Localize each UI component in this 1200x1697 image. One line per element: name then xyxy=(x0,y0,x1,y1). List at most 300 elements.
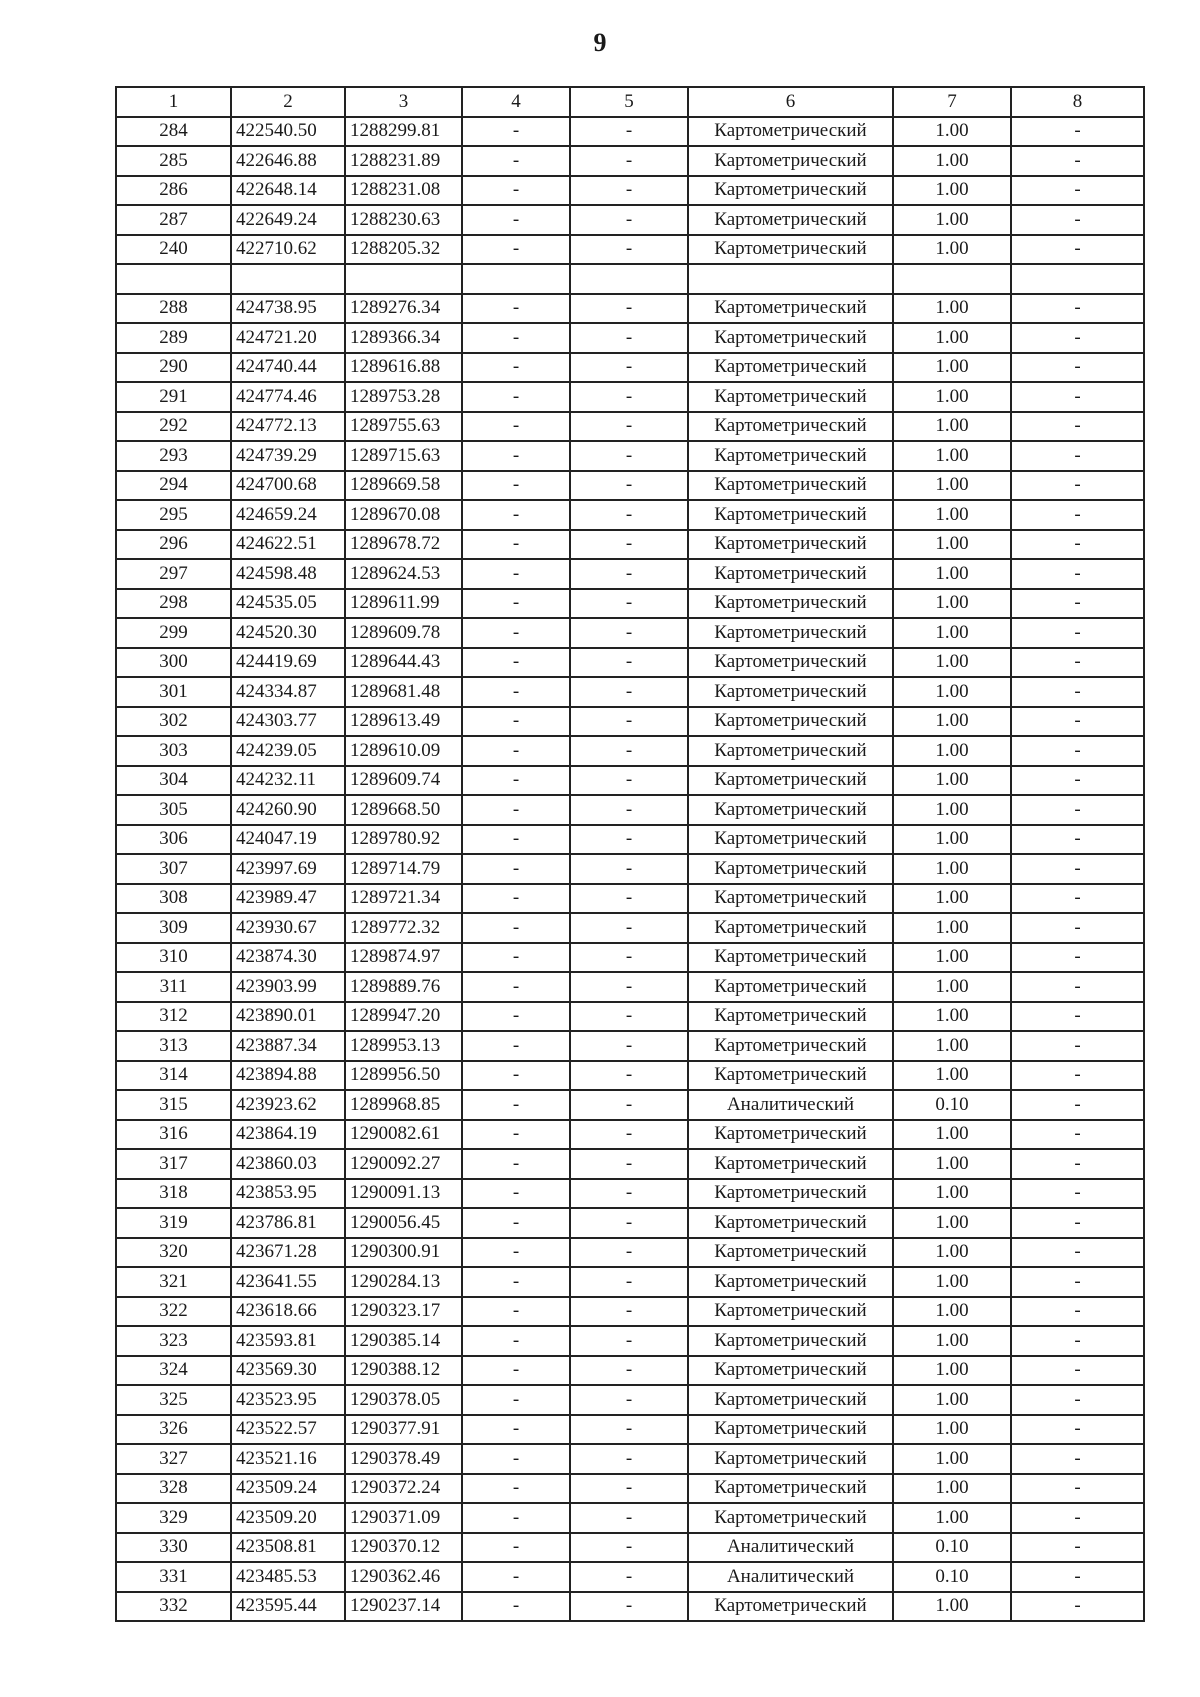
column-header-3: 3 xyxy=(345,87,462,117)
table-row xyxy=(116,766,1144,796)
table-row xyxy=(116,205,1144,235)
table-cell: - xyxy=(570,1208,688,1238)
table-cell: Картометрический xyxy=(688,707,893,737)
table-cell: 424772.13 xyxy=(231,412,345,442)
table-cell: - xyxy=(570,943,688,973)
table-cell: 288 xyxy=(116,294,231,324)
table-cell: 424622.51 xyxy=(231,530,345,560)
table-cell: 1.00 xyxy=(893,1238,1011,1268)
table-cell: 1.00 xyxy=(893,1326,1011,1356)
table-cell: 423521.16 xyxy=(231,1444,345,1474)
table-row xyxy=(116,294,1144,324)
table-cell: 424659.24 xyxy=(231,500,345,530)
table-cell: 1.00 xyxy=(893,825,1011,855)
table-cell: 1289669.58 xyxy=(345,471,462,501)
table-cell: - xyxy=(1011,1061,1144,1091)
table-cell: - xyxy=(1011,1592,1144,1622)
table-cell: - xyxy=(1011,205,1144,235)
table-cell: 1.00 xyxy=(893,589,1011,619)
table-cell: - xyxy=(462,1149,570,1179)
table-cell: - xyxy=(570,618,688,648)
table-cell: 1290370.12 xyxy=(345,1533,462,1563)
table-cell: - xyxy=(1011,530,1144,560)
table-cell: Картометрический xyxy=(688,559,893,589)
table-row xyxy=(116,943,1144,973)
table-cell: 424535.05 xyxy=(231,589,345,619)
table-cell: - xyxy=(1011,1474,1144,1504)
table-cell: 1289613.49 xyxy=(345,707,462,737)
table-cell: 423485.53 xyxy=(231,1562,345,1592)
table-cell: 424740.44 xyxy=(231,353,345,383)
table-cell: Аналитический xyxy=(688,1090,893,1120)
table-cell: - xyxy=(570,353,688,383)
table-cell: 423887.34 xyxy=(231,1031,345,1061)
table-cell: - xyxy=(570,913,688,943)
table-cell: Аналитический xyxy=(688,1562,893,1592)
table-cell: 291 xyxy=(116,382,231,412)
table-cell: - xyxy=(570,382,688,412)
table-cell: 1289953.13 xyxy=(345,1031,462,1061)
table-cell: 1.00 xyxy=(893,766,1011,796)
table-cell: 1.00 xyxy=(893,618,1011,648)
table-cell: - xyxy=(570,117,688,147)
table-cell: 1.00 xyxy=(893,1002,1011,1032)
column-header-5: 5 xyxy=(570,87,688,117)
table-cell: - xyxy=(570,1356,688,1386)
table-cell: 285 xyxy=(116,146,231,176)
table-row xyxy=(116,1061,1144,1091)
table-row xyxy=(116,1297,1144,1327)
table-cell: 284 xyxy=(116,117,231,147)
table-cell: 1.00 xyxy=(893,913,1011,943)
table-cell: Картометрический xyxy=(688,441,893,471)
table-cell: - xyxy=(462,117,570,147)
page-number: 9 xyxy=(593,28,607,57)
table-cell: 1289276.34 xyxy=(345,294,462,324)
table-cell: - xyxy=(462,353,570,383)
table-cell: 424303.77 xyxy=(231,707,345,737)
table-cell: - xyxy=(462,1031,570,1061)
table-cell: 326 xyxy=(116,1415,231,1445)
table-cell xyxy=(570,264,688,294)
table-cell: 315 xyxy=(116,1090,231,1120)
table-cell: - xyxy=(570,677,688,707)
table-cell: - xyxy=(462,441,570,471)
table-cell: 1290378.49 xyxy=(345,1444,462,1474)
table-cell: 1.00 xyxy=(893,323,1011,353)
table-cell: - xyxy=(462,1297,570,1327)
table-row xyxy=(116,353,1144,383)
table-cell: Картометрический xyxy=(688,825,893,855)
table-cell: - xyxy=(462,1474,570,1504)
table-cell: - xyxy=(1011,1002,1144,1032)
table-cell: - xyxy=(570,1090,688,1120)
table-row xyxy=(116,176,1144,206)
table-cell: - xyxy=(570,1562,688,1592)
table-cell: 423923.62 xyxy=(231,1090,345,1120)
table-cell: 424774.46 xyxy=(231,382,345,412)
table-cell: 289 xyxy=(116,323,231,353)
table-cell: - xyxy=(570,1061,688,1091)
table-cell: - xyxy=(570,1444,688,1474)
table-cell: Картометрический xyxy=(688,1444,893,1474)
table-cell: - xyxy=(1011,235,1144,265)
table-cell: 1.00 xyxy=(893,146,1011,176)
table-cell: Картометрический xyxy=(688,117,893,147)
table-cell: 424419.69 xyxy=(231,648,345,678)
table-cell: 302 xyxy=(116,707,231,737)
table-cell: Картометрический xyxy=(688,1326,893,1356)
table-cell: 1289956.50 xyxy=(345,1061,462,1091)
table-cell: - xyxy=(462,1356,570,1386)
table-cell: - xyxy=(462,1533,570,1563)
table-cell: - xyxy=(462,972,570,1002)
table-cell: Картометрический xyxy=(688,1120,893,1150)
table-cell: 311 xyxy=(116,972,231,1002)
table-row xyxy=(116,1267,1144,1297)
table-row xyxy=(116,530,1144,560)
table-cell: Картометрический xyxy=(688,677,893,707)
table-cell: 423989.47 xyxy=(231,884,345,914)
table-row xyxy=(116,1090,1144,1120)
table-cell: 317 xyxy=(116,1149,231,1179)
table-cell: 422646.88 xyxy=(231,146,345,176)
table-cell: 1288299.81 xyxy=(345,117,462,147)
column-header-4: 4 xyxy=(462,87,570,117)
table-cell: Картометрический xyxy=(688,1031,893,1061)
table-cell: Картометрический xyxy=(688,795,893,825)
table-cell: 329 xyxy=(116,1503,231,1533)
table-row xyxy=(116,1474,1144,1504)
table-cell: 423890.01 xyxy=(231,1002,345,1032)
table-cell: 1.00 xyxy=(893,707,1011,737)
table-cell: 320 xyxy=(116,1238,231,1268)
table-cell: - xyxy=(570,441,688,471)
table-cell: - xyxy=(1011,884,1144,914)
table-cell: 1290323.17 xyxy=(345,1297,462,1327)
table-cell: - xyxy=(1011,1031,1144,1061)
table-cell: 1288205.32 xyxy=(345,235,462,265)
table-cell: - xyxy=(570,1120,688,1150)
table-cell: - xyxy=(570,500,688,530)
table-cell: - xyxy=(1011,1179,1144,1209)
table-cell: 324 xyxy=(116,1356,231,1386)
table-cell: - xyxy=(462,707,570,737)
table-cell: 1289616.88 xyxy=(345,353,462,383)
table-cell: 1289753.28 xyxy=(345,382,462,412)
table-cell: - xyxy=(570,1238,688,1268)
table-cell: - xyxy=(570,825,688,855)
table-cell: - xyxy=(1011,500,1144,530)
table-cell: 424598.48 xyxy=(231,559,345,589)
table-cell: 1290362.46 xyxy=(345,1562,462,1592)
table-cell: 1289780.92 xyxy=(345,825,462,855)
table-cell xyxy=(116,264,231,294)
table-row xyxy=(116,1208,1144,1238)
table-cell: - xyxy=(462,913,570,943)
table-cell: - xyxy=(462,1061,570,1091)
table-cell: - xyxy=(570,589,688,619)
table-cell: 1289366.34 xyxy=(345,323,462,353)
table-cell: 1288231.08 xyxy=(345,176,462,206)
table-cell: 423641.55 xyxy=(231,1267,345,1297)
table-cell: 1.00 xyxy=(893,1149,1011,1179)
table-cell: 424047.19 xyxy=(231,825,345,855)
table-cell: - xyxy=(570,972,688,1002)
table-cell: 1290092.27 xyxy=(345,1149,462,1179)
table-cell: 424700.68 xyxy=(231,471,345,501)
table-cell: - xyxy=(462,618,570,648)
table-cell: 1290388.12 xyxy=(345,1356,462,1386)
table-cell: 312 xyxy=(116,1002,231,1032)
table-cell: 422540.50 xyxy=(231,117,345,147)
table-cell: 325 xyxy=(116,1385,231,1415)
table-cell: - xyxy=(462,1385,570,1415)
table-cell: - xyxy=(570,795,688,825)
table-cell: - xyxy=(1011,176,1144,206)
table-cell: 1288231.89 xyxy=(345,146,462,176)
table-cell: - xyxy=(462,589,570,619)
table-cell: - xyxy=(570,884,688,914)
table-cell: Картометрический xyxy=(688,1356,893,1386)
table-row xyxy=(116,795,1144,825)
table-cell: 423509.24 xyxy=(231,1474,345,1504)
table-row xyxy=(116,677,1144,707)
table-cell: - xyxy=(570,1297,688,1327)
column-header-2: 2 xyxy=(231,87,345,117)
table-row xyxy=(116,1533,1144,1563)
table-cell: Картометрический xyxy=(688,1061,893,1091)
table-row xyxy=(116,382,1144,412)
table-cell: 1290091.13 xyxy=(345,1179,462,1209)
table-cell: 1290378.05 xyxy=(345,1385,462,1415)
column-header-8: 8 xyxy=(1011,87,1144,117)
table-cell: - xyxy=(1011,1385,1144,1415)
table-cell: 423930.67 xyxy=(231,913,345,943)
table-cell: - xyxy=(570,471,688,501)
table-cell: - xyxy=(462,1267,570,1297)
table-cell: 1.00 xyxy=(893,1267,1011,1297)
table-cell: - xyxy=(1011,1149,1144,1179)
table-cell: Картометрический xyxy=(688,530,893,560)
table-cell: 1.00 xyxy=(893,884,1011,914)
table-cell: - xyxy=(570,1326,688,1356)
table-cell: 1.00 xyxy=(893,117,1011,147)
table-cell: Картометрический xyxy=(688,1238,893,1268)
table-cell: 293 xyxy=(116,441,231,471)
table-cell xyxy=(688,264,893,294)
table-cell: - xyxy=(1011,382,1144,412)
table-cell: 1289670.08 xyxy=(345,500,462,530)
table-cell: - xyxy=(1011,441,1144,471)
table-cell: 308 xyxy=(116,884,231,914)
table-cell: 319 xyxy=(116,1208,231,1238)
table-cell: 1289609.78 xyxy=(345,618,462,648)
column-header-1: 1 xyxy=(116,87,231,117)
table-cell: 1289714.79 xyxy=(345,854,462,884)
table-cell: 424239.05 xyxy=(231,736,345,766)
table-cell: 1.00 xyxy=(893,1120,1011,1150)
table-row xyxy=(116,1149,1144,1179)
table-cell: - xyxy=(1011,412,1144,442)
table-cell: - xyxy=(1011,1208,1144,1238)
table-cell: 1.00 xyxy=(893,677,1011,707)
table-cell: - xyxy=(462,471,570,501)
table-cell: - xyxy=(1011,766,1144,796)
table-cell: 423593.81 xyxy=(231,1326,345,1356)
table-row xyxy=(116,618,1144,648)
table-row xyxy=(116,1326,1144,1356)
table-cell: 423523.95 xyxy=(231,1385,345,1415)
table-row xyxy=(116,589,1144,619)
table-row xyxy=(116,412,1144,442)
table-cell: 295 xyxy=(116,500,231,530)
table-cell: 1289678.72 xyxy=(345,530,462,560)
table-cell: Картометрический xyxy=(688,146,893,176)
table-cell: Картометрический xyxy=(688,943,893,973)
table-row xyxy=(116,913,1144,943)
table-cell: 309 xyxy=(116,913,231,943)
table-cell: - xyxy=(1011,618,1144,648)
table-cell: - xyxy=(570,766,688,796)
table-cell: Картометрический xyxy=(688,1592,893,1622)
table-cell: - xyxy=(462,382,570,412)
table-cell: - xyxy=(1011,1356,1144,1386)
table-cell: 1290237.14 xyxy=(345,1592,462,1622)
table-cell: - xyxy=(1011,825,1144,855)
table-cell: Картометрический xyxy=(688,205,893,235)
table-cell: 1.00 xyxy=(893,205,1011,235)
table-cell: - xyxy=(462,176,570,206)
table-cell: Аналитический xyxy=(688,1533,893,1563)
table-cell: 1289609.74 xyxy=(345,766,462,796)
table-cell: 1.00 xyxy=(893,1031,1011,1061)
table-cell: - xyxy=(570,205,688,235)
table-cell xyxy=(1011,264,1144,294)
table-row xyxy=(116,1031,1144,1061)
table-cell: Картометрический xyxy=(688,1297,893,1327)
table-cell: - xyxy=(570,1149,688,1179)
table-cell: 1.00 xyxy=(893,1179,1011,1209)
table-cell: - xyxy=(1011,972,1144,1002)
table-cell: Картометрический xyxy=(688,913,893,943)
table-cell: - xyxy=(1011,559,1144,589)
table-cell: - xyxy=(1011,1297,1144,1327)
table-cell: - xyxy=(462,1503,570,1533)
table-cell: - xyxy=(462,795,570,825)
table-row xyxy=(116,117,1144,147)
table-cell: - xyxy=(462,500,570,530)
table-cell: 1.00 xyxy=(893,559,1011,589)
table-cell: - xyxy=(570,736,688,766)
table-cell: - xyxy=(1011,707,1144,737)
table-cell: 1289611.99 xyxy=(345,589,462,619)
table-cell: 423786.81 xyxy=(231,1208,345,1238)
table-cell: 292 xyxy=(116,412,231,442)
table-cell: 305 xyxy=(116,795,231,825)
table-cell: 1.00 xyxy=(893,1415,1011,1445)
table-cell: 240 xyxy=(116,235,231,265)
table-cell: - xyxy=(462,1120,570,1150)
table-row xyxy=(116,884,1144,914)
table-cell: 1.00 xyxy=(893,1385,1011,1415)
table-cell: 1.00 xyxy=(893,854,1011,884)
table-cell: 1.00 xyxy=(893,1503,1011,1533)
table-cell: 299 xyxy=(116,618,231,648)
table-cell: 322 xyxy=(116,1297,231,1327)
table-cell: 304 xyxy=(116,766,231,796)
table-cell: - xyxy=(570,1179,688,1209)
table-cell: Картометрический xyxy=(688,1267,893,1297)
table-cell: 1290082.61 xyxy=(345,1120,462,1150)
table-cell: - xyxy=(462,1002,570,1032)
table-cell: - xyxy=(570,1031,688,1061)
table-cell: - xyxy=(570,1592,688,1622)
table-cell: 331 xyxy=(116,1562,231,1592)
table-row xyxy=(116,736,1144,766)
table-cell: 1.00 xyxy=(893,471,1011,501)
table-cell xyxy=(231,264,345,294)
table-cell: 423874.30 xyxy=(231,943,345,973)
table-cell: 422649.24 xyxy=(231,205,345,235)
table-cell: 1.00 xyxy=(893,294,1011,324)
table-cell: - xyxy=(462,1444,570,1474)
table-cell: 423997.69 xyxy=(231,854,345,884)
table-cell: - xyxy=(462,559,570,589)
table-cell: 1289624.53 xyxy=(345,559,462,589)
table-cell: - xyxy=(462,1562,570,1592)
table-cell: Картометрический xyxy=(688,648,893,678)
table-cell: - xyxy=(570,1533,688,1563)
table-cell: Картометрический xyxy=(688,412,893,442)
table-cell: 423860.03 xyxy=(231,1149,345,1179)
table-cell: - xyxy=(570,176,688,206)
table-cell: 1.00 xyxy=(893,1474,1011,1504)
table-cell: - xyxy=(1011,1415,1144,1445)
table-cell: - xyxy=(1011,736,1144,766)
table-cell: - xyxy=(462,530,570,560)
table-cell: 1.00 xyxy=(893,795,1011,825)
table-cell: - xyxy=(462,1208,570,1238)
table-cell: 1289947.20 xyxy=(345,1002,462,1032)
table-cell: 330 xyxy=(116,1533,231,1563)
table-cell: 1.00 xyxy=(893,500,1011,530)
table-cell: - xyxy=(1011,854,1144,884)
table-cell: Картометрический xyxy=(688,235,893,265)
table-cell: 328 xyxy=(116,1474,231,1504)
table-cell: 303 xyxy=(116,736,231,766)
table-cell: 1.00 xyxy=(893,1061,1011,1091)
table-row xyxy=(116,972,1144,1002)
table-cell: 0.10 xyxy=(893,1533,1011,1563)
table-row xyxy=(116,500,1144,530)
table-cell: - xyxy=(570,1503,688,1533)
table-cell: 1288230.63 xyxy=(345,205,462,235)
table-cell: - xyxy=(1011,677,1144,707)
table-cell: - xyxy=(462,1090,570,1120)
table-cell: - xyxy=(570,854,688,884)
table-cell: - xyxy=(462,146,570,176)
table-cell: Картометрический xyxy=(688,1002,893,1032)
table-cell: 300 xyxy=(116,648,231,678)
table-cell: 306 xyxy=(116,825,231,855)
table-cell: 424721.20 xyxy=(231,323,345,353)
table-cell: - xyxy=(462,235,570,265)
table-cell xyxy=(893,264,1011,294)
table-cell: - xyxy=(462,1415,570,1445)
table-cell: 1289755.63 xyxy=(345,412,462,442)
table-cell: 307 xyxy=(116,854,231,884)
